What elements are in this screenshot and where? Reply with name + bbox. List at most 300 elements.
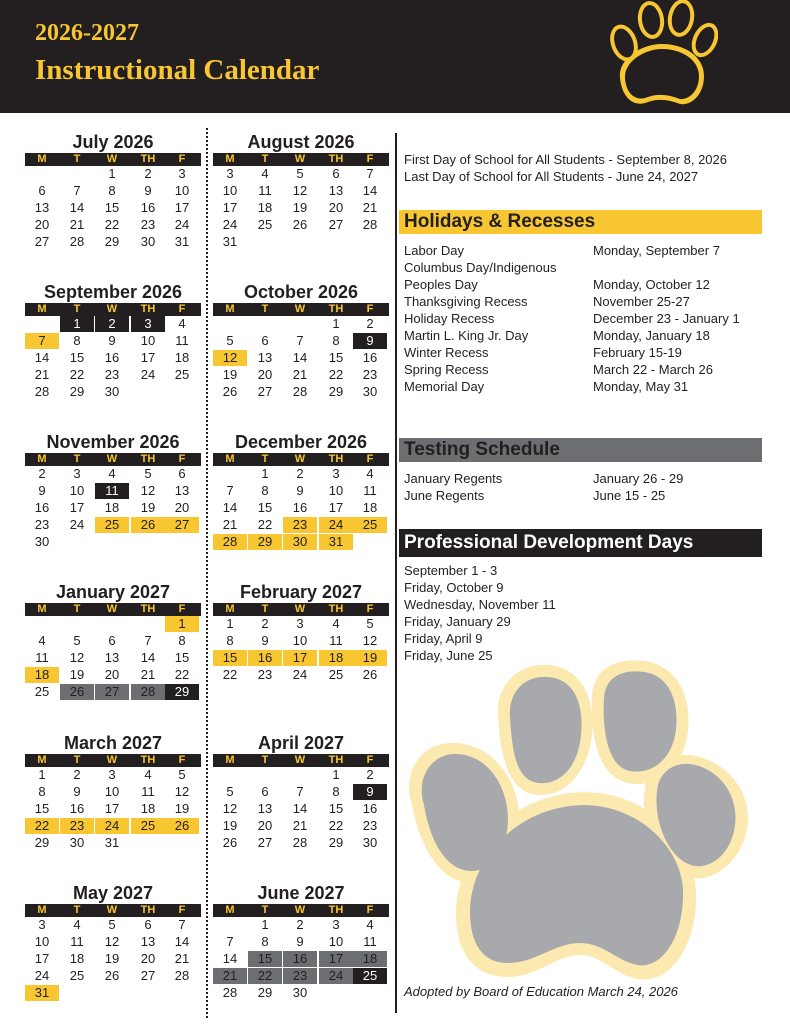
calendar-day: 19	[292, 200, 308, 215]
day-header: TH	[328, 303, 344, 315]
calendar-day: 29	[165, 684, 199, 700]
pd-day: Friday, June 25	[404, 648, 493, 663]
calendar-day: 4	[73, 917, 81, 932]
day-header: TH	[328, 453, 344, 465]
week-row	[213, 667, 389, 684]
calendar-day: 1	[226, 616, 234, 631]
calendar-day: 9	[353, 333, 387, 349]
week-row	[25, 835, 201, 852]
calendar-day: 12	[140, 483, 156, 498]
holiday-name: Memorial Day	[404, 379, 485, 394]
calendar-day: 28	[292, 384, 308, 399]
calendar-day: 26	[222, 835, 238, 850]
calendar-day: 24	[319, 517, 353, 533]
calendar-day: 6	[261, 333, 269, 348]
calendar-day: 23	[34, 517, 50, 532]
month-title: April 2027	[257, 733, 345, 753]
calendar-day: 7	[296, 333, 304, 348]
calendar-day: 16	[292, 500, 308, 515]
calendar-day: 5	[178, 767, 186, 782]
calendar-day: 20	[257, 367, 273, 382]
holiday-name: Holiday Recess	[404, 311, 495, 326]
testing-row	[404, 470, 684, 487]
calendar-day: 30	[140, 234, 156, 249]
calendar-day: 23	[362, 367, 378, 382]
holiday-row	[404, 344, 682, 361]
week-row	[213, 917, 389, 934]
calendar-day: 25	[69, 968, 85, 983]
month-calendar	[25, 132, 201, 251]
week-row	[25, 500, 201, 517]
month-title: September 2026	[43, 282, 183, 302]
calendar-day: 17	[328, 500, 344, 515]
day-header: F	[178, 303, 186, 315]
day-header: W	[106, 754, 118, 766]
calendar-day: 9	[353, 784, 387, 800]
calendar-day: 15	[69, 350, 85, 365]
calendar-day: 9	[296, 934, 304, 949]
day-header: F	[178, 453, 186, 465]
calendar-day: 28	[362, 217, 378, 232]
calendar-day: 29	[328, 835, 344, 850]
calendar-day: 21	[34, 367, 50, 382]
calendar-day: 2	[296, 917, 304, 932]
testing-date: June 15 - 25	[593, 488, 666, 503]
calendar-day: 3	[296, 616, 304, 631]
calendar-day: 13	[34, 200, 50, 215]
calendar-day: 10	[222, 183, 238, 198]
day-header: TH	[140, 453, 156, 465]
calendar-day: 26	[60, 684, 94, 700]
calendar-day: 25	[257, 217, 273, 232]
day-header: T	[73, 153, 81, 165]
month-title: November 2026	[46, 432, 180, 452]
calendar-day: 7	[178, 917, 186, 932]
day-header: TH	[140, 303, 156, 315]
calendar-day: 22	[328, 367, 344, 382]
day-header-row	[213, 153, 389, 166]
calendar-day: 14	[34, 350, 50, 365]
week-row	[25, 934, 201, 951]
calendar-day: 3	[332, 917, 340, 932]
calendar-day: 8	[178, 633, 186, 648]
holiday-name: Labor Day	[404, 243, 464, 258]
day-header: M	[225, 754, 235, 766]
calendar-day: 2	[366, 767, 374, 782]
calendar-day: 31	[25, 985, 59, 1001]
week-row	[213, 801, 389, 818]
holiday-row	[404, 259, 710, 293]
calendar-day: 4	[332, 616, 340, 631]
calendar-day: 30	[69, 835, 85, 850]
day-header: T	[261, 603, 269, 615]
calendar-day: 4	[178, 316, 186, 331]
calendar-day: 7	[226, 934, 234, 949]
calendar-day: 6	[108, 633, 116, 648]
month-title: January 2027	[55, 582, 171, 602]
calendar-day: 28	[174, 968, 190, 983]
calendar-day: 17	[319, 951, 353, 967]
calendar-day: 18	[104, 500, 120, 515]
calendar-day: 29	[69, 384, 85, 399]
calendar-day: 17	[69, 500, 85, 515]
day-header: W	[106, 153, 118, 165]
calendar-day: 11	[35, 650, 49, 665]
testing-name: January Regents	[404, 471, 503, 486]
day-header: M	[225, 904, 235, 916]
calendar-day: 4	[366, 917, 374, 932]
calendar-day: 30	[34, 534, 50, 549]
day-header: F	[366, 303, 374, 315]
calendar-day: 4	[366, 466, 374, 481]
day-header: T	[73, 754, 81, 766]
calendar-day: 27	[257, 835, 273, 850]
calendar-day: 18	[257, 200, 273, 215]
calendar-day: 22	[328, 818, 344, 833]
calendar-day: 23	[283, 968, 317, 984]
week-row	[25, 517, 201, 534]
calendar-day: 12	[213, 350, 247, 366]
calendar-day: 14	[140, 650, 156, 665]
calendar-day: 21	[213, 968, 247, 984]
calendar-day: 24	[319, 968, 353, 984]
adopted-note: Adopted by Board of Education March 24, 2026	[404, 984, 678, 999]
day-header: W	[294, 754, 306, 766]
calendar-day: 8	[108, 183, 116, 198]
calendar-day: 28	[34, 384, 50, 399]
day-header: TH	[140, 904, 156, 916]
calendar-day: 24	[95, 818, 129, 834]
calendar-day: 25	[174, 367, 190, 382]
calendar-day: 2	[261, 616, 269, 631]
calendar-day: 25	[95, 517, 129, 533]
calendar-day: 6	[332, 166, 340, 181]
week-row	[25, 633, 201, 650]
calendar-day: 13	[140, 934, 156, 949]
calendar-day: 13	[257, 801, 273, 816]
week-row	[25, 200, 201, 217]
week-row	[25, 616, 201, 633]
calendar-day: 28	[213, 534, 247, 550]
calendar-day: 19	[222, 367, 238, 382]
calendar-day: 9	[144, 183, 152, 198]
month-title: July 2026	[72, 132, 154, 152]
week-row	[25, 784, 201, 801]
calendar-day: 4	[38, 633, 46, 648]
day-header: M	[225, 153, 235, 165]
calendar-day: 30	[104, 384, 120, 399]
calendar-day: 27	[257, 384, 273, 399]
week-row	[25, 217, 201, 234]
calendar-day: 23	[140, 217, 156, 232]
calendar-day: 30	[362, 835, 378, 850]
calendar-day: 16	[362, 801, 378, 816]
calendar-day: 20	[257, 818, 273, 833]
calendar-day: 26	[104, 968, 120, 983]
calendar-day: 28	[292, 835, 308, 850]
week-row	[25, 367, 201, 384]
day-header-row	[213, 603, 389, 616]
week-row	[25, 968, 201, 985]
calendar-day: 25	[131, 818, 165, 834]
calendar-day: 27	[165, 517, 199, 533]
week-row	[213, 951, 389, 968]
calendar-day: 8	[332, 784, 340, 799]
calendar-day: 12	[69, 650, 85, 665]
day-header-row	[25, 303, 201, 316]
calendar-day: 8	[38, 784, 46, 799]
month-title: October 2026	[243, 282, 359, 302]
calendar-day: 10	[292, 633, 308, 648]
calendar-day: 14	[362, 183, 378, 198]
calendar-day: 6	[178, 466, 186, 481]
calendar-day: 24	[174, 217, 190, 232]
calendar-day: 14	[174, 934, 190, 949]
calendar-day: 1	[261, 466, 269, 481]
calendar-day: 15	[213, 650, 247, 666]
calendar-day: 21	[140, 667, 156, 682]
calendar-day: 22	[25, 818, 59, 834]
holiday-name: Thanksgiving Recess	[404, 294, 528, 309]
day-header: TH	[140, 603, 156, 615]
month-calendar	[25, 733, 201, 852]
calendar-day: 5	[144, 466, 152, 481]
calendar-day: 15	[104, 200, 120, 215]
calendar-day: 20	[174, 500, 190, 515]
holiday-date: Monday, October 12	[593, 277, 710, 292]
calendar-day: 12	[292, 183, 308, 198]
calendar-day: 29	[104, 234, 120, 249]
calendar-day: 3	[108, 767, 116, 782]
calendar-day: 22	[248, 968, 282, 984]
day-header: TH	[328, 754, 344, 766]
day-header: TH	[328, 603, 344, 615]
calendar-day: 3	[226, 166, 234, 181]
calendar-day: 15	[328, 350, 344, 365]
calendar-day: 10	[140, 333, 156, 348]
calendar-day: 14	[292, 350, 308, 365]
week-row	[25, 650, 201, 667]
calendar-day: 8	[332, 333, 340, 348]
day-header: W	[294, 603, 306, 615]
day-header: T	[261, 754, 269, 766]
paw-logo-icon	[608, 0, 718, 108]
week-row	[25, 801, 201, 818]
calendar-day: 2	[366, 316, 374, 331]
calendar-day: 16	[69, 801, 85, 816]
header-banner	[0, 0, 790, 113]
calendar-day: 7	[366, 166, 374, 181]
week-row	[213, 350, 389, 367]
week-row	[25, 466, 201, 483]
calendar-day: 11	[363, 483, 377, 498]
calendar-day: 10	[328, 934, 344, 949]
day-header: M	[225, 303, 235, 315]
pd-day: Wednesday, November 11	[404, 597, 556, 612]
calendar-day: 17	[34, 951, 50, 966]
calendar-day: 3	[131, 316, 165, 332]
calendar-day: 3	[73, 466, 81, 481]
calendar-day: 10	[69, 483, 85, 498]
holiday-row	[404, 378, 689, 395]
week-row	[213, 367, 389, 384]
calendar-day: 16	[248, 650, 282, 666]
calendar-day: 13	[328, 183, 344, 198]
calendar-day: 13	[257, 350, 273, 365]
week-row	[213, 934, 389, 951]
calendar-day: 23	[257, 667, 273, 682]
day-header-row	[213, 754, 389, 767]
calendar-day: 30	[362, 384, 378, 399]
holidays-heading: Holidays & Recesses	[399, 210, 762, 234]
calendar-day: 1	[261, 917, 269, 932]
calendar-day: 12	[222, 801, 238, 816]
calendar-day: 11	[329, 633, 343, 648]
calendar-day: 15	[34, 801, 50, 816]
calendar-day: 5	[108, 917, 116, 932]
day-header: T	[261, 303, 269, 315]
day-header-row	[213, 904, 389, 917]
week-row	[25, 316, 201, 333]
calendar-day: 18	[319, 650, 353, 666]
calendar-day: 16	[34, 500, 50, 515]
calendar-day: 15	[328, 801, 344, 816]
month-title: August 2026	[247, 132, 355, 152]
calendar-day: 31	[104, 835, 120, 850]
calendar-day: 1	[108, 166, 116, 181]
calendar-day: 2	[296, 466, 304, 481]
calendar-day: 15	[248, 951, 282, 967]
holiday-date: December 23 - January 1	[593, 311, 740, 326]
calendar-day: 21	[292, 818, 308, 833]
day-header: W	[294, 303, 306, 315]
holiday-row	[404, 327, 710, 344]
calendar-day: 18	[174, 350, 190, 365]
calendar-day: 31	[174, 234, 190, 249]
first-day-text: First Day of School for All Students - September 8, 2026	[404, 152, 727, 167]
calendar-day: 24	[222, 217, 238, 232]
calendar-day: 1	[332, 767, 340, 782]
calendar-day: 7	[144, 633, 152, 648]
calendar-day: 30	[283, 534, 317, 550]
calendar-day: 2	[144, 166, 152, 181]
day-header: TH	[328, 904, 344, 916]
calendar-day: 8	[261, 483, 269, 498]
calendar-day: 19	[174, 801, 190, 816]
holiday-date: February 15-19	[593, 345, 682, 360]
holiday-date: November 25-27	[593, 294, 690, 309]
holiday-date: March 22 - March 26	[593, 362, 713, 377]
calendar-day: 12	[362, 633, 378, 648]
week-row	[213, 818, 389, 835]
calendar-day: 9	[108, 333, 116, 348]
calendar-day: 24	[292, 667, 308, 682]
day-header-row	[213, 453, 389, 466]
day-header: M	[37, 453, 47, 465]
calendar-day: 1	[165, 616, 199, 632]
calendar-day: 13	[174, 483, 190, 498]
week-row	[213, 200, 389, 217]
week-row	[213, 517, 389, 534]
day-header: M	[37, 904, 47, 916]
calendar-day: 16	[140, 200, 156, 215]
calendar-day: 11	[363, 934, 377, 949]
month-title: May 2027	[72, 883, 154, 903]
pd-day: Friday, October 9	[404, 580, 504, 595]
calendar-day: 14	[222, 951, 238, 966]
calendar-day: 26	[362, 667, 378, 682]
holiday-row	[404, 242, 720, 259]
day-header: T	[73, 904, 81, 916]
month-title: December 2026	[234, 432, 368, 452]
calendar-day: 28	[222, 985, 238, 1000]
day-header-row	[25, 153, 201, 166]
calendar-day: 25	[34, 684, 50, 699]
calendar-day: 22	[257, 517, 273, 532]
week-row	[25, 667, 201, 684]
calendar-day: 21	[222, 517, 238, 532]
day-header: W	[106, 453, 118, 465]
calendar-day: 5	[226, 784, 234, 799]
day-header: M	[37, 754, 47, 766]
day-header: T	[261, 904, 269, 916]
day-header: W	[294, 453, 306, 465]
day-header-row	[25, 904, 201, 917]
calendar-day: 1	[38, 767, 46, 782]
calendar-day: 17	[140, 350, 156, 365]
week-row	[213, 217, 389, 234]
calendar-day: 22	[222, 667, 238, 682]
calendar-day: 14	[292, 801, 308, 816]
week-row	[213, 534, 389, 551]
calendar-day: 26	[222, 384, 238, 399]
calendar-day: 19	[222, 818, 238, 833]
testing-heading: Testing Schedule	[399, 438, 762, 462]
calendar-day: 11	[141, 784, 155, 799]
day-header: T	[73, 603, 81, 615]
holiday-name: Winter Recess	[404, 345, 489, 360]
week-row	[25, 985, 201, 1002]
calendar-day: 11	[258, 183, 272, 198]
day-header: F	[366, 153, 374, 165]
week-row	[25, 350, 201, 367]
month-title: February 2027	[239, 582, 363, 602]
week-row	[25, 951, 201, 968]
week-row	[25, 384, 201, 401]
holiday-date: Monday, September 7	[593, 243, 720, 258]
day-header: M	[225, 603, 235, 615]
day-header: W	[294, 904, 306, 916]
day-header-row	[25, 754, 201, 767]
week-row	[25, 917, 201, 934]
calendar-day: 9	[73, 784, 81, 799]
calendar-day: 21	[362, 200, 378, 215]
calendar-day: 28	[131, 684, 165, 700]
calendar-day: 26	[131, 517, 165, 533]
calendar-day: 7	[25, 333, 59, 349]
calendar-day: 31	[222, 234, 238, 249]
week-row	[213, 784, 389, 801]
calendar-day: 16	[362, 350, 378, 365]
calendar-day: 27	[328, 217, 344, 232]
week-row	[213, 968, 389, 985]
calendar-day: 11	[95, 483, 129, 499]
day-header: F	[366, 603, 374, 615]
calendar-day: 1	[60, 316, 94, 332]
pd-heading: Professional Development Days	[399, 529, 762, 557]
calendar-day: 15	[257, 500, 273, 515]
info-column-divider	[395, 133, 397, 1013]
